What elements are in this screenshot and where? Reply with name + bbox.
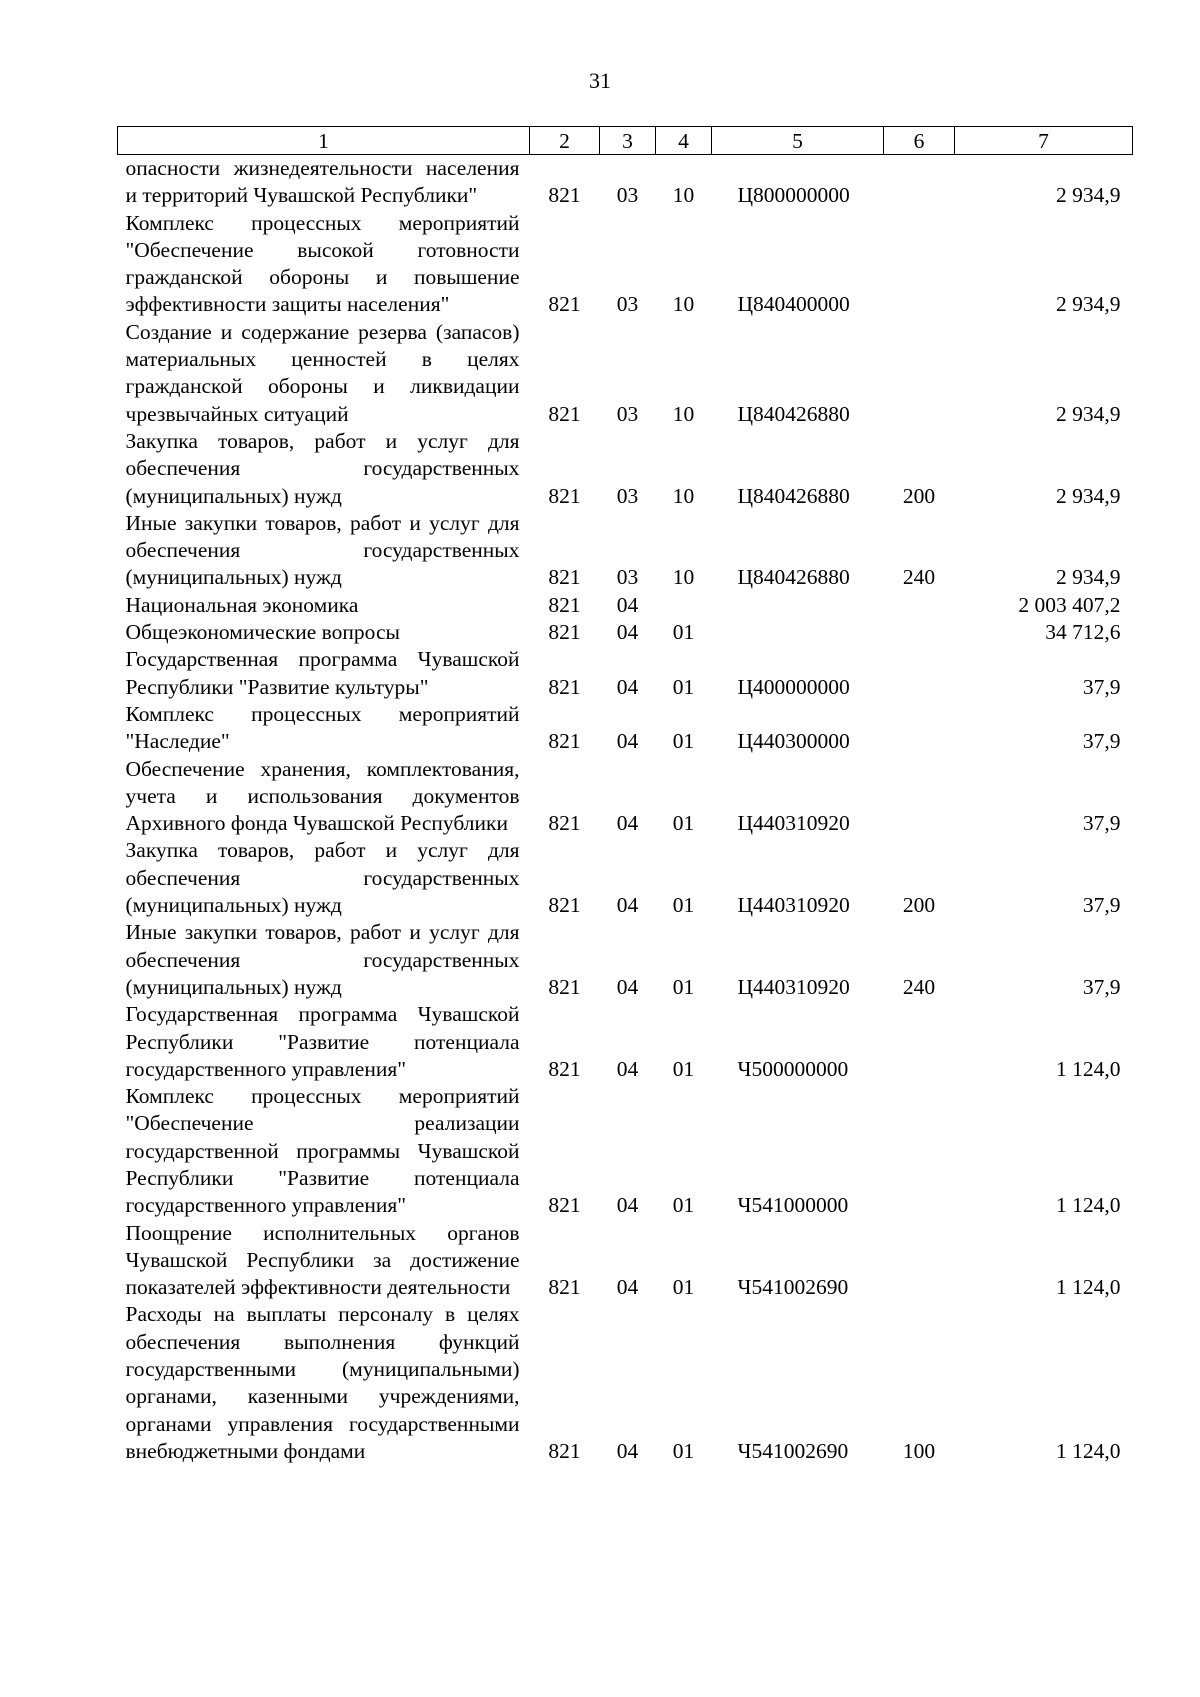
subsection-code-cell: 01 xyxy=(672,893,695,918)
subsection-code-cell xyxy=(656,592,712,619)
table-row xyxy=(118,1083,1133,1219)
column-header-1: 1 xyxy=(118,127,530,155)
table-body xyxy=(118,155,1133,1466)
target-article-cell xyxy=(712,592,884,619)
expense-type-cell xyxy=(884,646,955,701)
table-row xyxy=(118,155,1133,210)
ministry-code-cell: 821 xyxy=(548,592,581,617)
ministry-code-cell: 821 xyxy=(548,1193,581,1218)
section-code-cell: 03 xyxy=(616,292,639,317)
amount-cell: 2 934,9 xyxy=(1056,401,1121,426)
amount-cell: 2 934,9 xyxy=(1056,183,1121,208)
amount-cell: 1 124,0 xyxy=(1056,1193,1121,1218)
subsection-code-cell: 10 xyxy=(672,292,695,317)
section-code-cell: 04 xyxy=(616,620,639,645)
target-article-cell xyxy=(712,619,884,646)
amount-cell: 37,9 xyxy=(1082,729,1121,754)
target-article-cell: Ц800000000 xyxy=(737,183,850,208)
subsection-code-cell: 01 xyxy=(672,811,695,836)
subsection-code-cell: 01 xyxy=(672,1193,695,1218)
amount-cell: 1 124,0 xyxy=(1056,1438,1121,1463)
column-header-7: 7 xyxy=(955,127,1133,155)
ministry-code-cell: 821 xyxy=(548,1438,581,1463)
section-code-cell: 04 xyxy=(616,893,639,918)
amount-cell: 2 934,9 xyxy=(1056,292,1121,317)
section-code-cell: 04 xyxy=(616,1056,639,1081)
amount-cell: 2 003 407,2 xyxy=(1018,592,1121,617)
target-article-cell: Ц840400000 xyxy=(737,292,850,317)
expense-type-cell: 240 xyxy=(902,565,936,590)
section-code-cell: 04 xyxy=(616,1275,639,1300)
subsection-code-cell: 01 xyxy=(672,1056,695,1081)
row-name-cell: Поощрение исполнительных органов Чувашской Республики за достижение показателей эффективности деятельности xyxy=(125,1220,520,1300)
ministry-code-cell: 821 xyxy=(548,620,581,645)
expense-type-cell: 100 xyxy=(902,1438,936,1463)
table-row xyxy=(118,646,1133,701)
amount-cell: 37,9 xyxy=(1082,893,1121,918)
row-name-cell: Расходы на выплаты персоналу в целях обеспечения выполнения функций государственными (муниципальными) органами, казенными учреждениями, органами управления государственными внебюджетными фондами xyxy=(125,1302,520,1463)
table-row xyxy=(118,592,1133,619)
subsection-code-cell: 01 xyxy=(672,1275,695,1300)
row-name-cell: опасности жизнедеятельности населения и территорий Чувашской Республики" xyxy=(125,156,520,208)
subsection-code-cell: 01 xyxy=(672,674,695,699)
amount-cell: 1 124,0 xyxy=(1056,1056,1121,1081)
column-header-3: 3 xyxy=(600,127,656,155)
subsection-code-cell: 01 xyxy=(672,1438,695,1463)
section-code-cell: 04 xyxy=(616,674,639,699)
row-name-cell: Обеспечение хранения, комплектования, учета и использования документов Архивного фонда Чувашской Республики xyxy=(125,756,520,836)
expense-type-cell xyxy=(884,319,955,428)
section-code-cell: 04 xyxy=(616,1438,639,1463)
page-number: 31 xyxy=(589,68,611,93)
table-row xyxy=(118,1301,1133,1465)
section-code-cell: 04 xyxy=(616,974,639,999)
table-row xyxy=(118,701,1133,756)
expense-type-cell xyxy=(884,701,955,756)
row-name-cell: Закупка товаров, работ и услуг для обеспечения государственных (муниципальных) нужд xyxy=(125,838,520,918)
ministry-code-cell: 821 xyxy=(548,183,581,208)
table-row xyxy=(118,319,1133,428)
ministry-code-cell: 821 xyxy=(548,674,581,699)
target-article-cell: Ч541002690 xyxy=(737,1275,849,1300)
row-name-cell: Иные закупки товаров, работ и услуг для обеспечения государственных (муниципальных) нужд xyxy=(125,920,520,999)
amount-cell: 37,9 xyxy=(1082,974,1121,999)
target-article-cell: Ч500000000 xyxy=(737,1056,849,1081)
amount-cell: 34 712,6 xyxy=(1045,620,1121,645)
ministry-code-cell: 821 xyxy=(548,1056,581,1081)
table-row xyxy=(118,619,1133,646)
amount-cell: 2 934,9 xyxy=(1056,483,1121,508)
section-code-cell: 04 xyxy=(616,1193,639,1218)
section-code-cell: 03 xyxy=(616,565,639,590)
row-name-cell: Иные закупки товаров, работ и услуг для обеспечения государственных (муниципальных) нужд xyxy=(125,510,520,590)
column-header-6: 6 xyxy=(884,127,955,155)
ministry-code-cell: 821 xyxy=(548,483,581,508)
amount-cell: 37,9 xyxy=(1082,674,1121,699)
column-header-2: 2 xyxy=(530,127,600,155)
target-article-cell: Ц840426880 xyxy=(737,483,850,508)
section-code-cell: 04 xyxy=(616,729,639,754)
expense-type-cell xyxy=(884,1220,955,1302)
expense-type-cell xyxy=(884,1083,955,1219)
ministry-code-cell: 821 xyxy=(548,811,581,836)
section-code-cell: 04 xyxy=(616,592,639,617)
target-article-cell: Ц400000000 xyxy=(737,674,850,699)
column-header-4: 4 xyxy=(656,127,712,155)
section-code-cell: 03 xyxy=(616,483,639,508)
amount-cell: 1 124,0 xyxy=(1056,1275,1121,1300)
amount-cell: 2 934,9 xyxy=(1056,565,1121,590)
table-row xyxy=(118,210,1133,319)
target-article-cell: Ц840426880 xyxy=(737,401,850,426)
ministry-code-cell: 821 xyxy=(548,974,581,999)
ministry-code-cell: 821 xyxy=(548,1275,581,1300)
target-article-cell: Ц440310920 xyxy=(737,811,850,836)
subsection-code-cell: 10 xyxy=(672,183,695,208)
table-row xyxy=(118,837,1133,919)
target-article-cell: Ч541002690 xyxy=(737,1438,849,1463)
table-row xyxy=(118,510,1133,592)
row-name-cell: Государственная программа Чувашской Республики "Развитие потенциала государственного управления" xyxy=(125,1002,520,1081)
table-header-row xyxy=(118,127,1133,155)
table-row xyxy=(118,756,1133,838)
target-article-cell: Ц840426880 xyxy=(737,565,850,590)
target-article-cell: Ч541000000 xyxy=(737,1193,849,1218)
ministry-code-cell: 821 xyxy=(548,729,581,754)
row-name-cell: Комплекс процессных мероприятий "Обеспечение реализации государственной программы Чувашской Республики "Развитие потенциала государственного управления" xyxy=(125,1084,520,1218)
section-code-cell: 03 xyxy=(616,401,639,426)
row-name-cell: Общеэкономические вопросы xyxy=(125,620,400,645)
expense-type-cell xyxy=(884,210,955,319)
expense-type-cell xyxy=(884,1001,955,1083)
expense-type-cell: 240 xyxy=(902,974,936,999)
row-name-cell: Создание и содержание резерва (запасов) материальных ценностей в целях гражданской обороны и ликвидации чрезвычайных ситуаций xyxy=(125,319,520,426)
ministry-code-cell: 821 xyxy=(548,893,581,918)
row-name-cell: Комплекс процессных мероприятий "Наследие" xyxy=(125,701,520,754)
table-row xyxy=(118,1220,1133,1302)
subsection-code-cell: 10 xyxy=(672,401,695,426)
ministry-code-cell: 821 xyxy=(548,565,581,590)
ministry-code-cell: 821 xyxy=(548,401,581,426)
expense-type-cell xyxy=(884,619,955,646)
target-article-cell: Ц440310920 xyxy=(737,974,850,999)
subsection-code-cell: 01 xyxy=(672,620,695,645)
expense-type-cell: 200 xyxy=(902,483,936,508)
column-header-5: 5 xyxy=(712,127,884,155)
row-name-cell: Национальная экономика xyxy=(125,592,359,617)
target-article-cell: Ц440300000 xyxy=(737,729,850,754)
row-name-cell: Государственная программа Чувашской Республики "Развитие культуры" xyxy=(125,647,520,699)
subsection-code-cell: 01 xyxy=(672,729,695,754)
expense-type-cell: 200 xyxy=(902,893,936,918)
budget-table xyxy=(117,126,1133,1465)
target-article-cell: Ц440310920 xyxy=(737,893,850,918)
expense-type-cell xyxy=(884,756,955,838)
table-row xyxy=(118,1001,1133,1083)
expense-type-cell xyxy=(884,592,955,619)
ministry-code-cell: 821 xyxy=(548,292,581,317)
expense-type-cell xyxy=(884,155,955,210)
table-row xyxy=(118,428,1133,510)
subsection-code-cell: 01 xyxy=(672,974,695,999)
amount-cell: 37,9 xyxy=(1082,811,1121,836)
subsection-code-cell: 10 xyxy=(672,565,695,590)
row-name-cell: Комплекс процессных мероприятий "Обеспечение высокой готовности гражданской обороны и повышение эффективности защиты населения" xyxy=(125,210,520,317)
section-code-cell: 03 xyxy=(616,183,639,208)
subsection-code-cell: 10 xyxy=(672,483,695,508)
section-code-cell: 04 xyxy=(616,811,639,836)
row-name-cell: Закупка товаров, работ и услуг для обеспечения государственных (муниципальных) нужд xyxy=(125,428,520,508)
table-row xyxy=(118,919,1133,1001)
